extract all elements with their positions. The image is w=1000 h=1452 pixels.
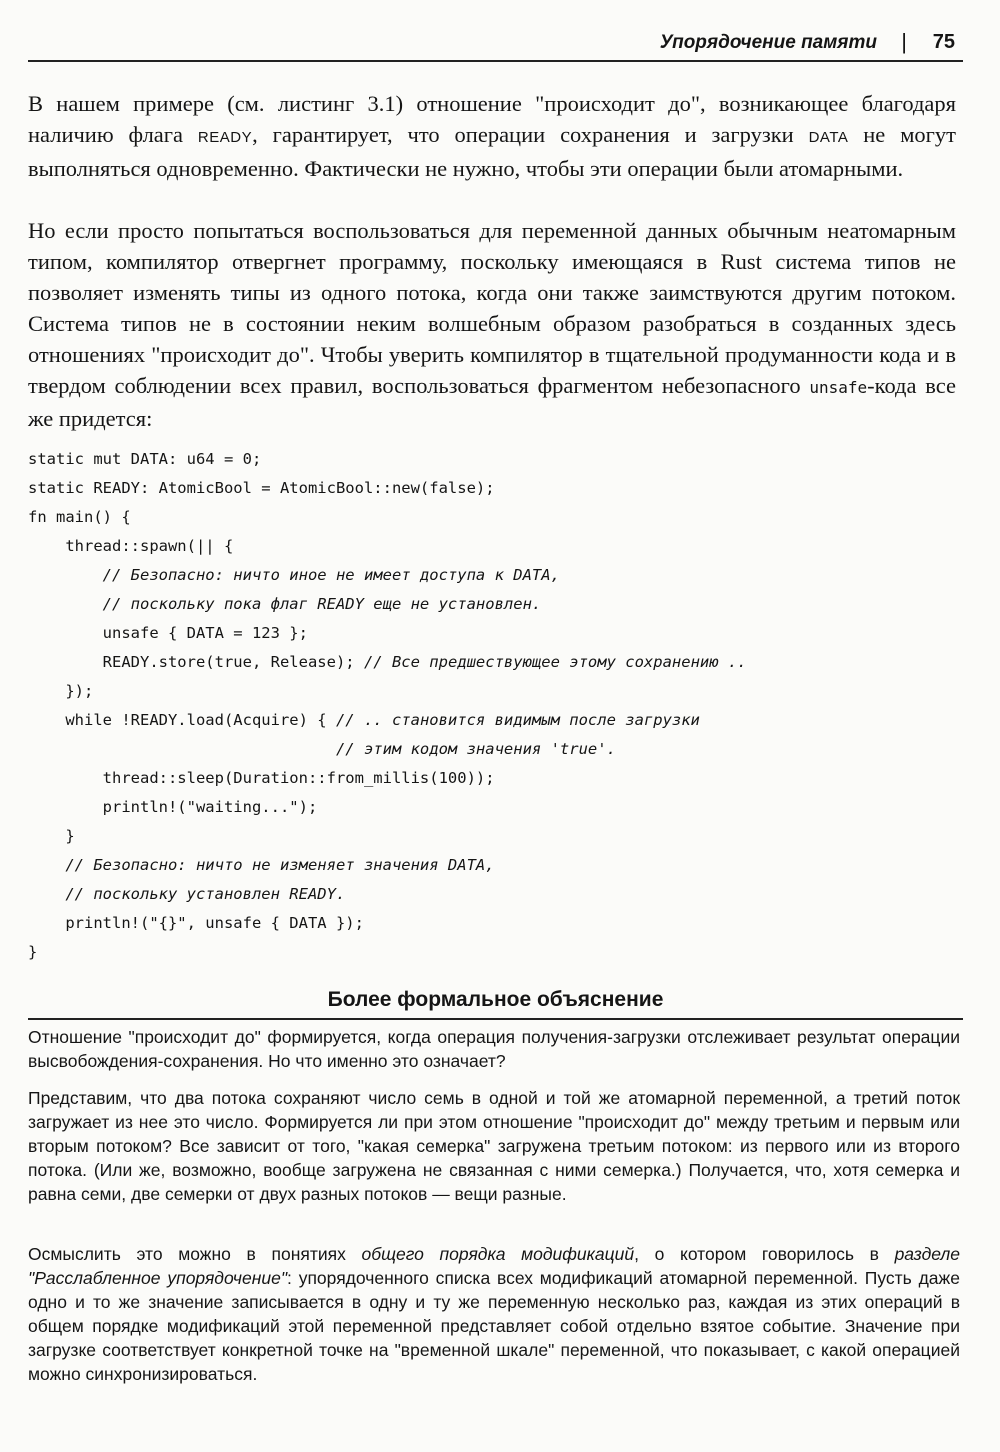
term-total-modification-order: общего порядка модификаций <box>361 1244 635 1264</box>
code-listing <box>28 445 956 967</box>
sidebar-paragraph-2: Представим, что два потока сохраняют число семь в одной и той же атомарной переменной, а третий поток загружает из нее это число. Формируется ли при этом отношение "происходит до" между третьим и первым или вторым потоком? Все зависит от того, "какая семерка" загружена третьим потоком: из первого или из второго потока. (Или же, возможно, вообще загружена не связанная с ними семерка.) Получается, что, хотя семерка и равна семи, две семерки от двух разных потоков — вещи разные. <box>28 1088 960 1204</box>
code-line: println!("{}", unsafe { DATA }); <box>28 914 364 932</box>
sidebar-paragraph-3: Осмыслить это можно в понятиях общего порядка модификаций, о котором говорилось в разделе "Расслабленное упорядочение": упорядоченного списка всех модификаций атомарной переменной. Пусть даже одно и то же значение записывается в одну и ту же переменную несколько раз, каждая из этих операций в общем порядке модификаций этой переменной представляет собой отдельно взятое событие. Значение при загрузке соответствует конкретной точке на "временной шкале" переменной, что показывает, с какой операцией можно синхронизироваться. <box>28 1244 961 1384</box>
code-line: static mut DATA: u64 = 0; <box>28 450 262 468</box>
sidebar-title: Более формальное объяснение <box>28 988 963 1020</box>
code-line: thread::sleep(Duration::from_millis(100)); <box>28 769 495 787</box>
code-comment-line: // Безопасно: ничто иное не имеет доступа к DATA, <box>28 566 560 584</box>
code-line: } <box>28 827 75 845</box>
code-line: fn main() { <box>28 508 131 526</box>
code-comment-line: // этим кодом значения 'true'. <box>28 740 616 758</box>
code-line: thread::spawn(|| { <box>28 537 234 555</box>
code-line: }); <box>28 682 94 700</box>
section-title: Упорядочение памяти <box>659 32 877 53</box>
inline-code-unsafe: unsafe <box>809 378 868 397</box>
paragraph-1: В нашем примере (см. листинг 3.1) отношение "происходит до", возникающее благодаря наличию флага READY, гарантирует, что операции сохранения и загрузки DATA не могут выполняться одновременно. Фактически не нужно, чтобы эти операции были атомарными. <box>28 91 956 181</box>
inline-code-ready: READY <box>197 129 253 146</box>
cross-reference-link: разделе "Расслабленное упорядочение" <box>28 1244 961 1288</box>
code-line: while !READY.load(Acquire) { // .. становится видимым после загрузки <box>28 711 700 729</box>
code-line: println!("waiting..."); <box>28 798 318 816</box>
code-line: static READY: AtomicBool = AtomicBool::new(false); <box>28 479 495 497</box>
inline-code-data: DATA <box>808 129 849 146</box>
code-comment-line: // поскольку установлен READY. <box>28 885 346 903</box>
code-comment-line: // поскольку пока флаг READY еще не установлен. <box>28 595 542 613</box>
sidebar-paragraph-1: Отношение "происходит до" формируется, когда операция получения-загрузки отслеживает результат операции высвобождения-сохранения. Но что именно это означает? <box>28 1027 960 1071</box>
page-number: 75 <box>932 31 955 53</box>
code-line: READY.store(true, Release); // Все предшествующее этому сохранению .. <box>28 653 747 671</box>
code-line: } <box>28 943 38 961</box>
code-comment-line: // Безопасно: ничто не изменяет значения DATA, <box>28 856 495 874</box>
header-separator: | <box>901 29 907 54</box>
code-line: unsafe { DATA = 123 }; <box>28 624 308 642</box>
paragraph-2: Но если просто попытаться воспользоваться для переменной данных обычным неатомарным типом, компилятор отвергнет программу, поскольку имеющаяся в Rust система типов не позволяет изменять типы из одного потока, когда они также заимствуются другим потоком. Система типов не в состоянии неким волшебным образом разобраться в созданных здесь отношениях "происходит до". Чтобы уверить компилятор в тщательной продуманности кода и в твердом соблюдении всех правил, воспользоваться фрагментом небезопасного unsafe-кода все же придется: <box>28 218 956 431</box>
running-header <box>28 28 963 62</box>
